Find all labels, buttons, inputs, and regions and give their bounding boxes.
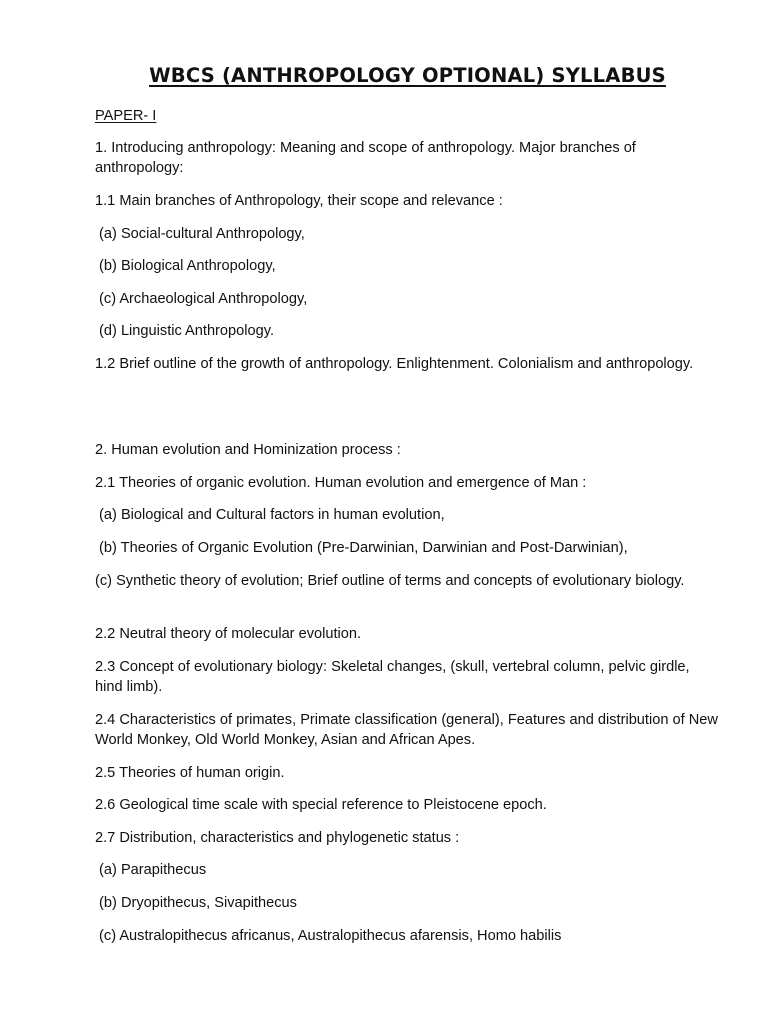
item-2-7-a: (a) Parapithecus xyxy=(95,862,207,878)
item-2-4: 2.4 Characteristics of primates, Primate classification (general), Features and distribution of New World Monkey, Old World Monkey, Asian and African Apes. xyxy=(95,712,718,748)
item-2-2: 2.2 Neutral theory of molecular evolution. xyxy=(95,626,362,642)
item-2-7-b: (b) Dryopithecus, Sivapithecus xyxy=(95,895,297,911)
item-2-7: 2.7 Distribution, characteristics and phylogenetic status : xyxy=(95,830,460,846)
item-2-1: 2.1 Theories of organic evolution. Human evolution and emergence of Man : xyxy=(95,475,587,491)
section-2-heading: 2. Human evolution and Hominization process : xyxy=(95,442,401,458)
item-2-1-c: (c) Synthetic theory of evolution; Brief outline of terms and concepts of evolutionary biology. xyxy=(95,573,685,589)
item-2-5: 2.5 Theories of human origin. xyxy=(95,765,285,781)
item-2-3: 2.3 Concept of evolutionary biology: Skeletal changes, (skull, vertebral column, pelvic girdle, hind limb). xyxy=(95,659,690,695)
item-1-1: 1.1 Main branches of Anthropology, their scope and relevance : xyxy=(95,193,503,209)
item-1-1-d: (d) Linguistic Anthropology. xyxy=(95,323,275,339)
item-1-1-c: (c) Archaeological Anthropology, xyxy=(95,291,308,307)
item-1-1-a: (a) Social-cultural Anthropology, xyxy=(95,226,305,242)
document-title: WBCS (ANTHROPOLOGY OPTIONAL) SYLLABUS xyxy=(149,64,666,87)
item-1-1-b: (b) Biological Anthropology, xyxy=(95,258,276,274)
section-1-heading: 1. Introducing anthropology: Meaning and scope of anthropology. Major branches of anthropology: xyxy=(95,140,636,176)
item-1-2: 1.2 Brief outline of the growth of anthropology. Enlightenment. Colonialism and anthropology. xyxy=(95,356,694,372)
paper-heading: PAPER- I xyxy=(95,108,157,124)
item-2-7-c: (c) Australopithecus africanus, Australopithecus afarensis, Homo habilis xyxy=(95,928,562,944)
item-2-6: 2.6 Geological time scale with special reference to Pleistocene epoch. xyxy=(95,797,547,813)
item-2-1-b: (b) Theories of Organic Evolution (Pre-Darwinian, Darwinian and Post-Darwinian), xyxy=(95,540,628,556)
item-2-1-a: (a) Biological and Cultural factors in human evolution, xyxy=(95,507,445,523)
